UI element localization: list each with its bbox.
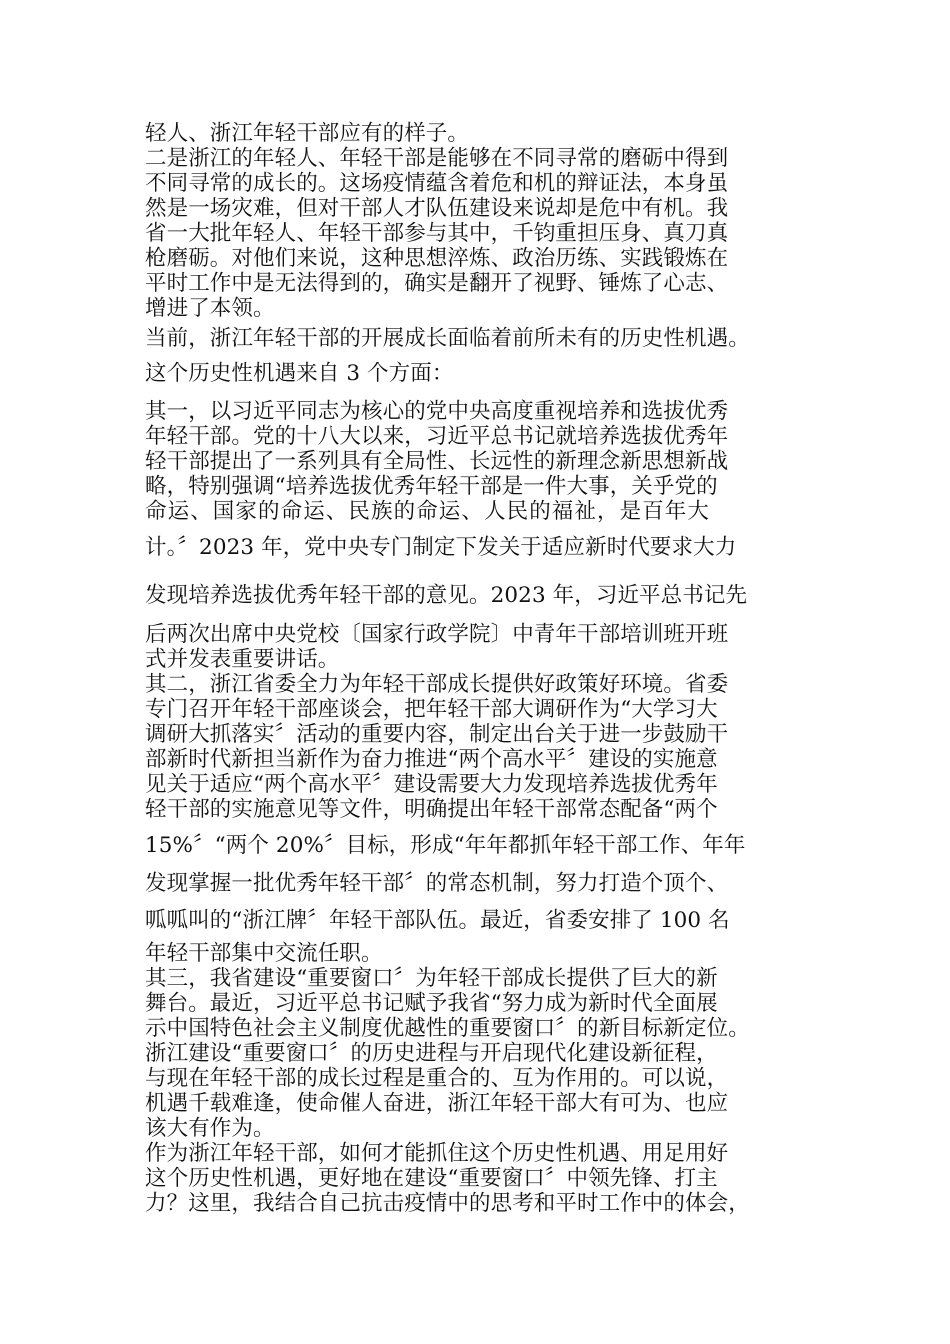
text-line: 二是浙江的年轻人、年轻干部是能够在不同寻常的磨砺中得到 [145,146,729,171]
text-line: 增进了本领。 [145,296,275,321]
text-line: 作为浙江年轻干部，如何才能抓住这个历史性机遇、用足用好 [145,1141,729,1166]
text-line: 这个历史性机遇来自 3 个方面： [145,361,454,386]
text-line: 呱呱叫的“浙江牌〞年轻干部队伍。最近，省委安排了 100 名 [145,908,730,933]
text-line: 其三，我省建设“重要窗口〞为年轻干部成长提供了巨大的新 [145,966,718,991]
text-line: 后两次出席中央党校〔国家行政学院〕中青年干部培训班开班 [145,622,729,647]
text-line: 该大有作为。 [145,1116,275,1141]
text-line: 略，特别强调“培养选拔优秀年轻干部是一件大事，关乎党的 [145,474,718,499]
text-line: 示中国特色社会主义制度优越性的重要窗口〞的新目标新定位。 [145,1016,750,1041]
text-line: 省一大批年轻人、年轻干部参与其中，千钧重担压身、真刀真 [145,221,729,246]
text-line: 枪磨砺。对他们来说，这种思想淬炼、政治历练、实践锻炼在 [145,246,729,271]
text-line: 15%〞“两个 20%〞目标，形成“年年都抓年轻干部工作、年年 [145,833,746,858]
text-line: 其一，以习近平同志为核心的党中央高度重视培养和选拔优秀 [145,399,729,424]
text-line: 轻干部的实施意见等文件，明确提出年轻干部常态配备“两个 [145,797,718,822]
text-line: 发现培养选拔优秀年轻干部的意见。2023 年，习近平总书记先 [145,583,748,608]
text-line: 年轻干部集中交流任职。 [145,941,383,966]
text-line: 见关于适应“两个高水平〞建设需要大力发现培养选拔优秀年 [145,772,718,797]
text-line: 发现掌握一批优秀年轻干部〞的常态机制，努力打造个顶个、 [145,871,729,896]
text-line: 计。〞2023 年，党中央专门制定下发关于适应新时代要求大力 [145,535,737,560]
text-line: 然是一场灾难，但对干部人才队伍建设来说却是危中有机。我 [145,196,729,221]
text-line: 式并发表重要讲话。 [145,647,340,672]
text-line: 轻人、浙江年轻干部应有的样子。 [145,121,470,146]
text-line: 专门召开年轻干部座谈会，把年轻干部大调研作为“大学习大 [145,697,718,722]
text-line: 机遇千载难逢，使命催人奋进，浙江年轻干部大有可为、也应 [145,1091,729,1116]
text-line: 调研大抓落实〞活动的重要内容，制定出台关于进一步鼓励干 [145,722,729,747]
text-line: 浙江建设“重要窗口〞的历史进程与开启现代化建设新征程， [145,1041,718,1066]
text-line: 轻干部提出了一系列具有全局性、长远性的新理念新思想新战 [145,449,729,474]
text-line: 力？这里，我结合自己抗击疫情中的思考和平时工作中的体会， [145,1191,750,1216]
text-line: 平时工作中是无法得到的，确实是翻开了视野、锤炼了心志、 [145,271,729,296]
text-line: 与现在年轻干部的成长过程是重合的、互为作用的。可以说， [145,1066,729,1091]
text-line: 舞台。最近，习近平总书记赋予我省“努力成为新时代全面展 [145,991,718,1016]
text-line: 不同寻常的成长的。这场疫情蕴含着危和机的辩证法，本身虽 [145,171,729,196]
text-line: 当前，浙江年轻干部的开展成长面临着前所未有的历史性机遇。 [145,326,750,351]
text-line: 这个历史性机遇，更好地在建设“重要窗口〞中领先锋、打主 [145,1166,718,1191]
text-line: 部新时代新担当新作为奋力推进“两个高水平〞建设的实施意 [145,747,718,772]
text-line: 年轻干部。党的十八大以来，习近平总书记就培养选拔优秀年 [145,424,729,449]
text-line: 其二，浙江省委全力为年轻干部成长提供好政策好环境。省委 [145,672,729,697]
text-line: 命运、国家的命运、民族的命运、人民的福祉，是百年大 [145,499,711,524]
